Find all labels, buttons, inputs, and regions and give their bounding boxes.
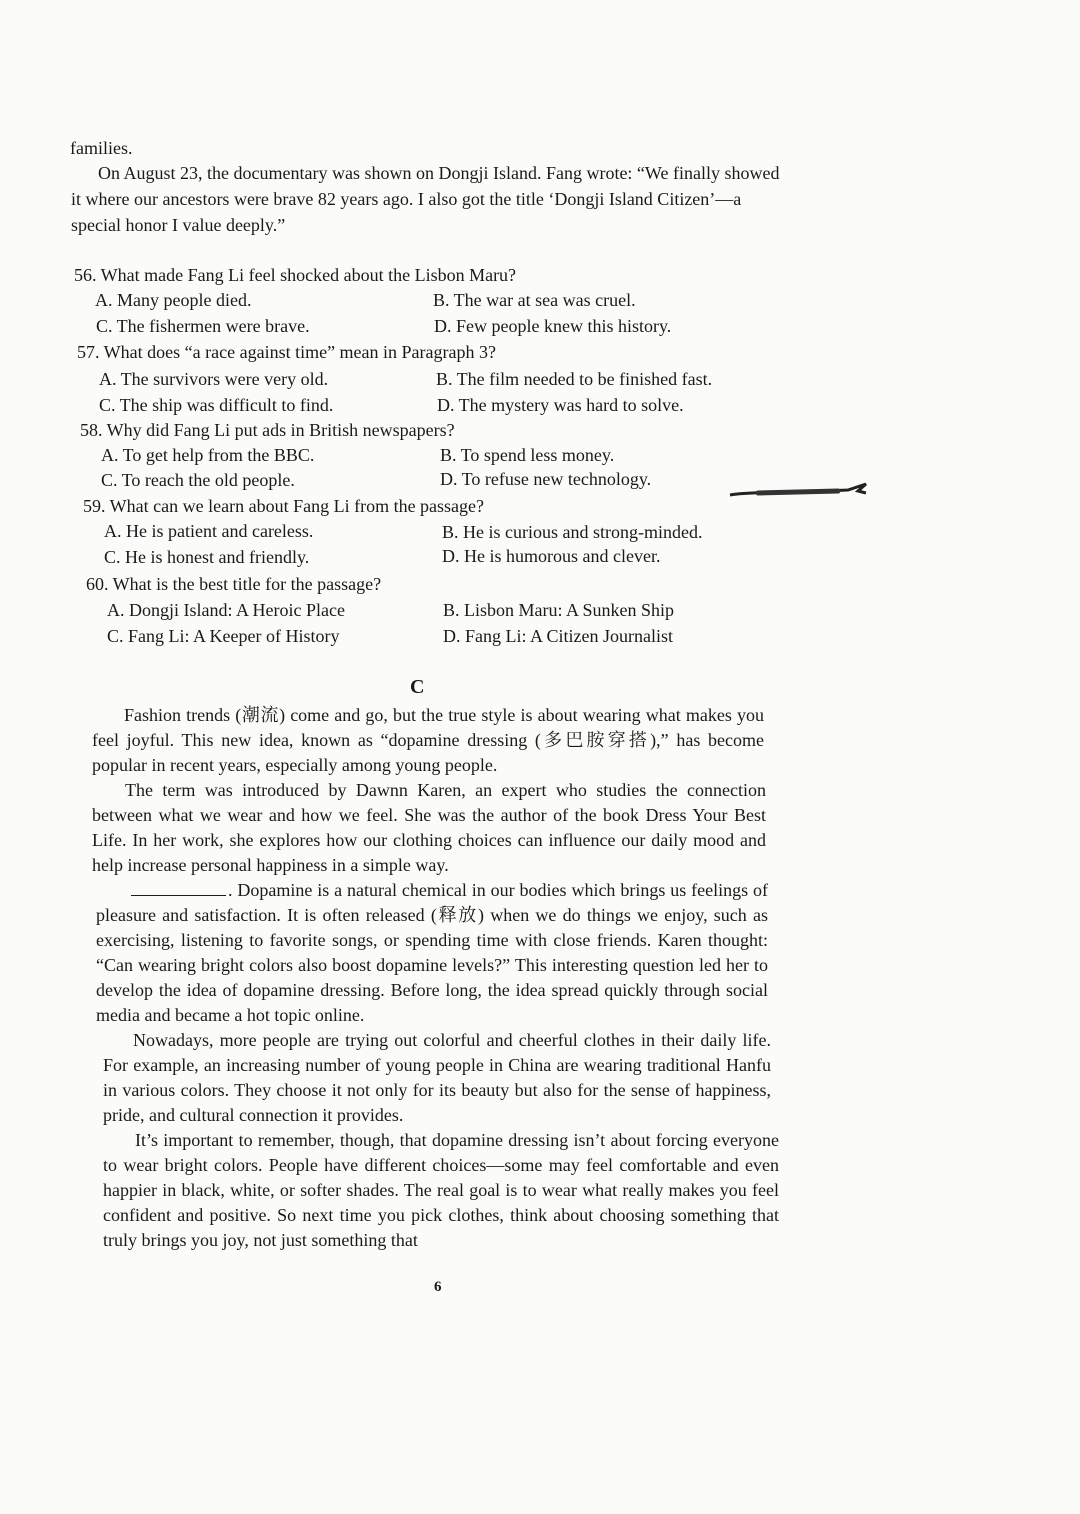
answer-blank <box>131 879 226 896</box>
paragraph: Nowadays, more people are trying out colorful and cheerful clothes in their daily life. For example, an increasing number of young people in China are wearing traditional Hanfu in various colors. They choose it not only for its beauty but also for the sense of happiness, pride, and cultural connection it provides. <box>103 1030 771 1125</box>
question-stem: 60. What is the best title for the passage? <box>86 574 382 594</box>
question-stem: 59. What can we learn about Fang Li from the passage? <box>83 496 485 516</box>
paragraph: The term was introduced by Dawnn Karen, an expert who studies the connection between what we wear and how we feel. She was the author of the book Dress Your Best Life. In her work, she explores how our clothing choices can influence our daily mood and help increase personal happiness in a simple way. <box>92 780 766 875</box>
question-stem: 58. Why did Fang Li put ads in British newspapers? <box>80 420 455 440</box>
text-line: families. <box>70 138 133 158</box>
option-a: A. Many people died. <box>95 290 252 310</box>
option-c: C. To reach the old people. <box>101 470 295 490</box>
paragraph: Fashion trends (潮流) come and go, but the true style is about wearing what makes you feel joyful. This new idea, known as “dopamine dressing (多巴胺穿搭),” has become popular in recent years, especially among young people. <box>92 705 764 775</box>
text-line: On August 23, the documentary was shown on Dongji Island. Fang wrote: “We finally showed <box>98 163 780 183</box>
option-c: C. Fang Li: A Keeper of History <box>107 626 340 646</box>
option-d: D. He is humorous and clever. <box>442 546 661 566</box>
option-a: A. The survivors were very old. <box>99 369 329 389</box>
option-b: B. Lisbon Maru: A Sunken Ship <box>443 600 675 620</box>
option-a: A. He is patient and careless. <box>104 521 314 541</box>
option-d: D. Fang Li: A Citizen Journalist <box>443 626 673 646</box>
option-c: C. He is honest and friendly. <box>104 547 310 567</box>
option-b: B. He is curious and strong-minded. <box>442 522 703 542</box>
option-b: B. The film needed to be finished fast. <box>436 369 713 389</box>
text-line: it where our ancestors were brave 82 years ago. I also got the title ‘Dongji Island Citizen’—a <box>71 189 742 209</box>
question-stem: 56. What made Fang Li feel shocked about the Lisbon Maru? <box>74 265 517 285</box>
option-b: B. To spend less money. <box>440 445 615 465</box>
question-stem: 57. What does “a race against time” mean in Paragraph 3? <box>77 342 496 362</box>
pen-scribble-mark <box>728 481 870 501</box>
option-d: D. To refuse new technology. <box>440 469 652 489</box>
option-c: C. The fishermen were brave. <box>96 316 310 336</box>
paragraph: It’s important to remember, though, that dopamine dressing isn’t about forcing everyone to wear bright colors. People have different choices—some may feel comfortable and even happier in black, white, or softer shades. The real goal is to wear what really makes you feel confident and positive. So next time you pick clothes, think about choosing something that truly brings you joy, not just something that <box>103 1130 779 1250</box>
paragraph-text: . Dopamine is a natural chemical in our bodies which brings us feelings of pleasure and satisfaction. It is often released (释放) when we do things we enjoy, such as exercising, listening to favorite songs, or spending time with close friends. Karen thought: “Can wearing bright colors also boost dopamine levels?” This interesting question led her to develop the idea of dopamine dressing. Before long, the idea spread quickly through social media and became a hot topic online. <box>96 880 768 1025</box>
section-heading: C <box>410 676 425 698</box>
option-d: D. The mystery was hard to solve. <box>437 395 684 415</box>
text-line: special honor I value deeply.” <box>71 215 286 235</box>
page-number: 6 <box>434 1279 442 1295</box>
option-a: A. Dongji Island: A Heroic Place <box>107 600 345 620</box>
paragraph-with-blank <box>96 878 768 1028</box>
option-a: A. To get help from the BBC. <box>101 445 315 465</box>
option-c: C. The ship was difficult to find. <box>99 395 334 415</box>
option-b: B. The war at sea was cruel. <box>433 290 636 310</box>
option-d: D. Few people knew this history. <box>434 316 672 336</box>
